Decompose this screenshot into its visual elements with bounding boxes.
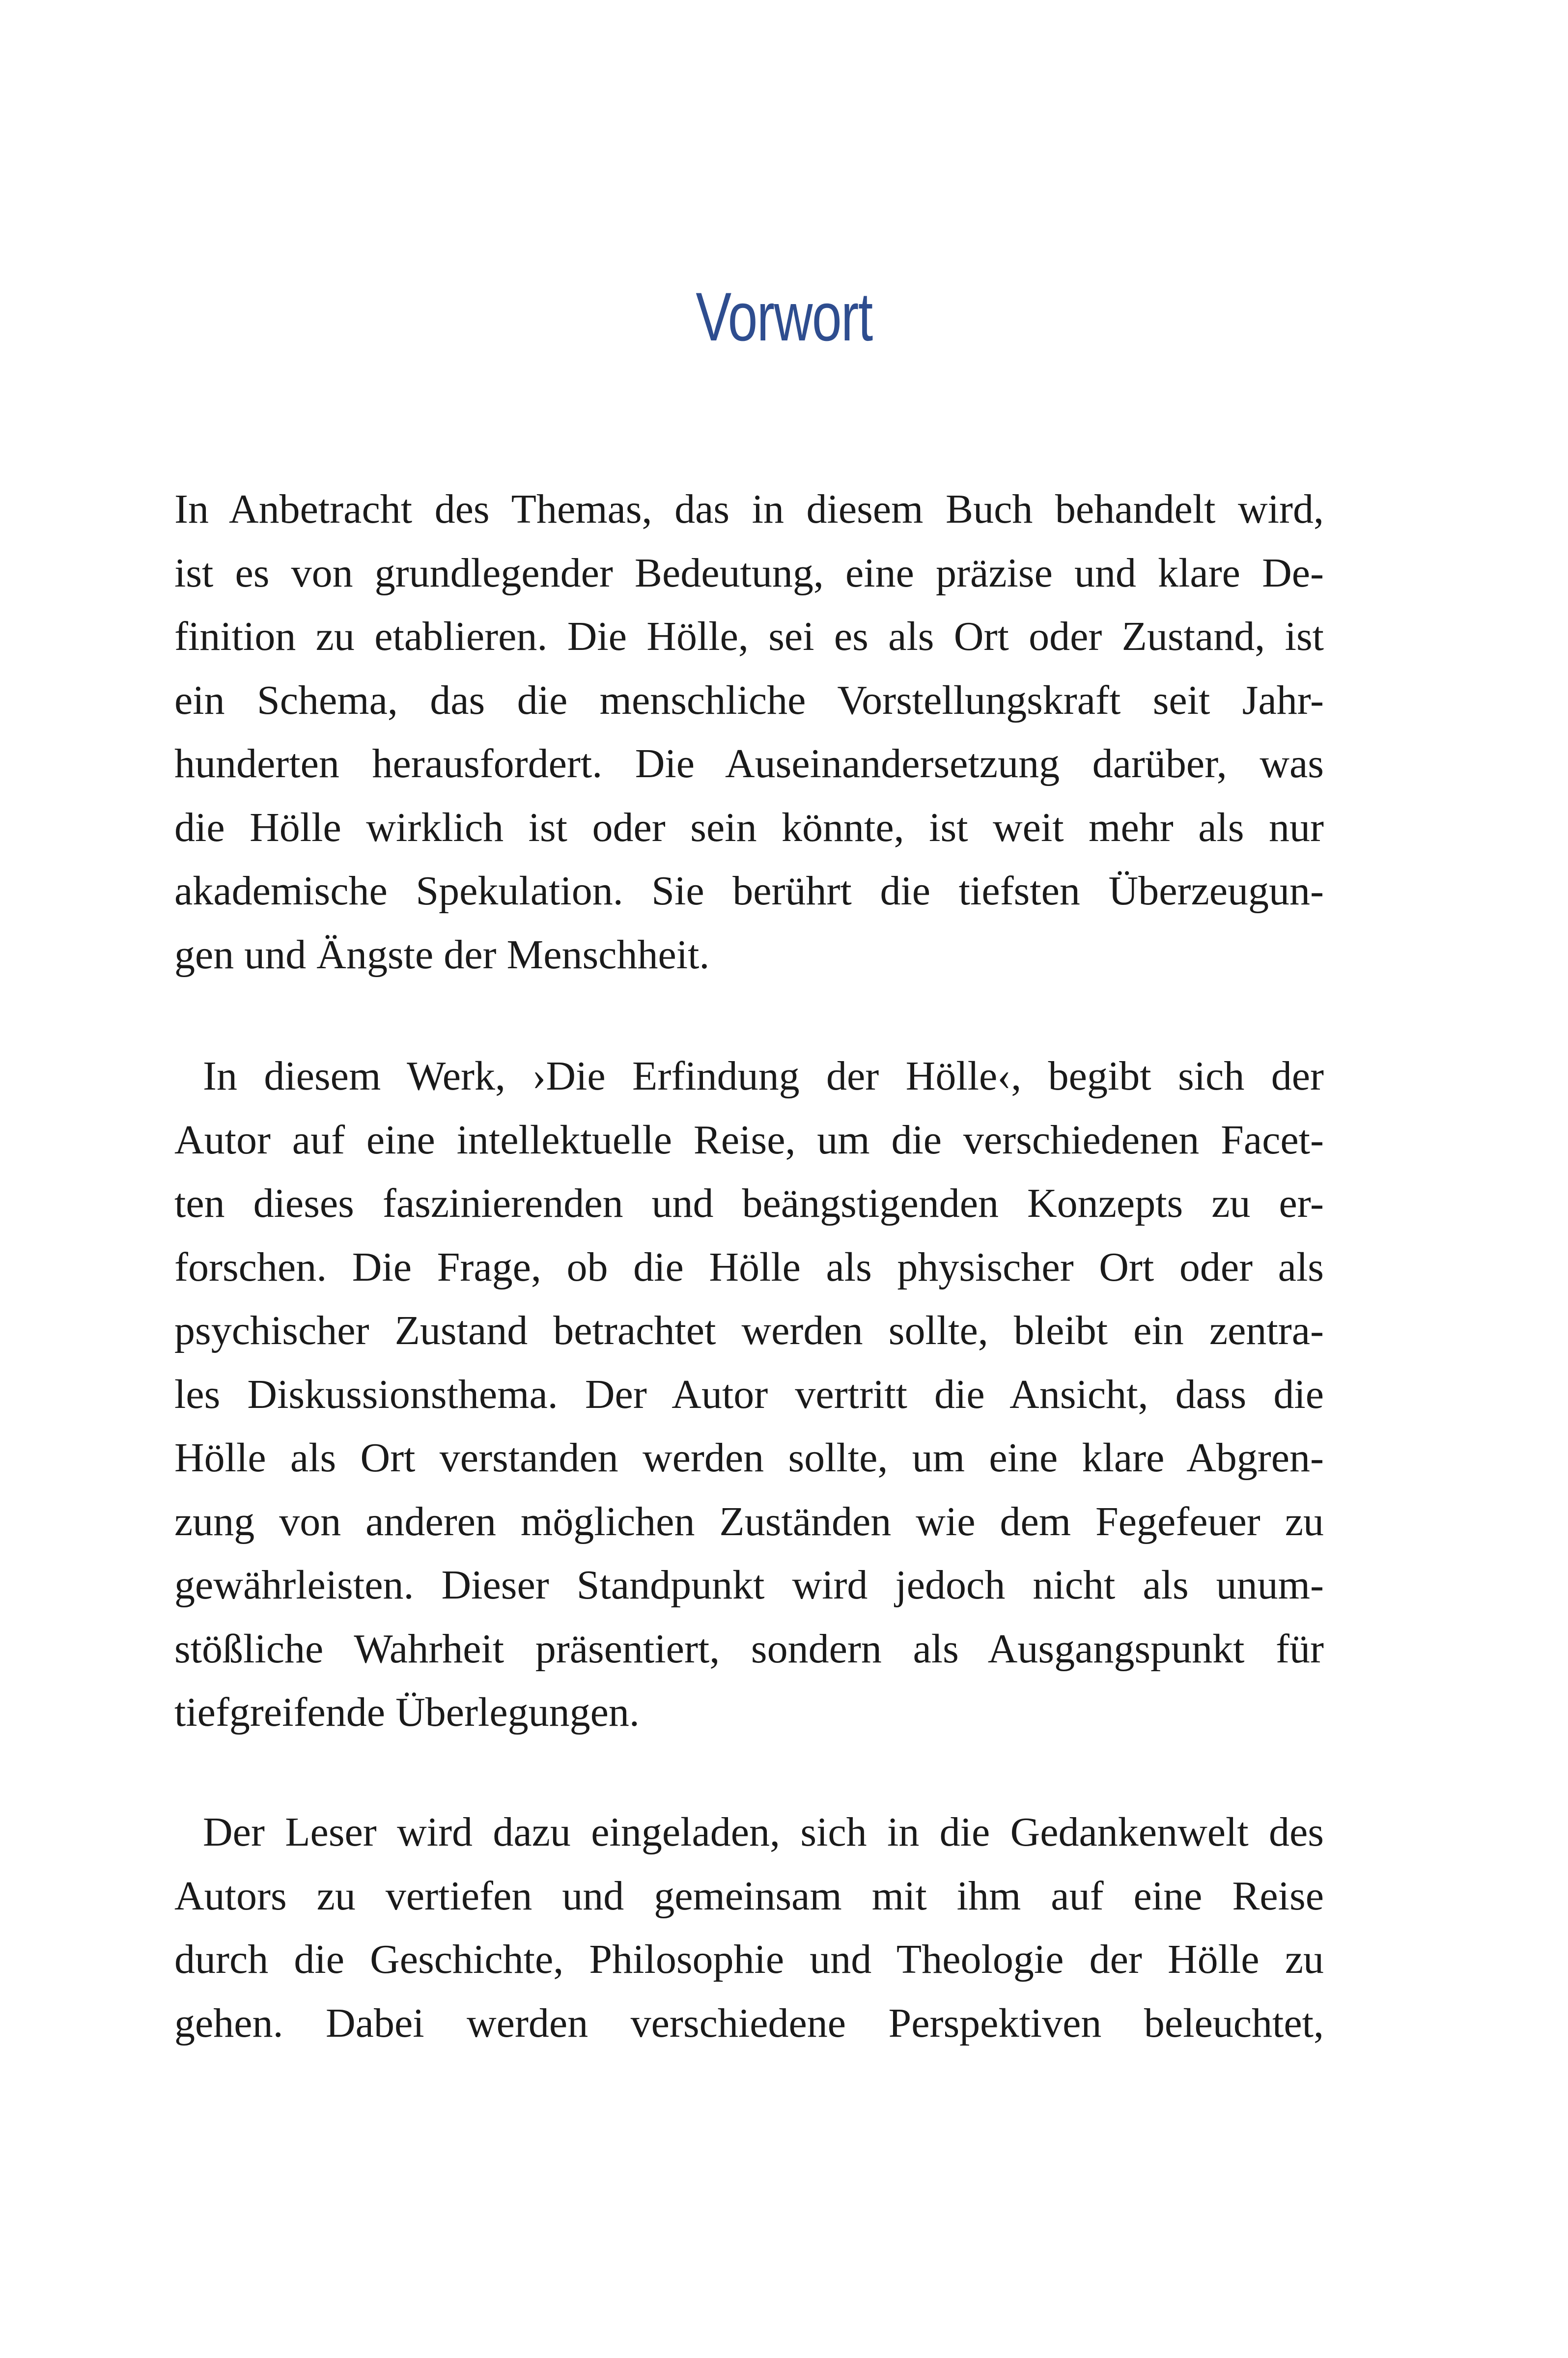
text-line: Autor auf eine intellektuelle Reise, um die verschiedenen Facet- bbox=[174, 1117, 1324, 1163]
text-line: ist es von grundlegender Bedeutung, eine präzise und klare De- bbox=[174, 550, 1324, 596]
text-line: durch die Geschichte, Philosophie und Theologie der Hölle zu bbox=[174, 1937, 1324, 1982]
text-line: gewährleisten. Dieser Standpunkt wird jedoch nicht als unum- bbox=[174, 1562, 1324, 1608]
text-line: les Diskussionsthema. Der Autor vertritt die Ansicht, dass die bbox=[174, 1371, 1324, 1417]
paragraph-1 bbox=[174, 477, 1324, 986]
text-line: hunderten herausfordert. Die Auseinandersetzung darüber, was bbox=[174, 741, 1324, 786]
text-line: tiefgreifende Überlegungen. bbox=[174, 1689, 640, 1735]
text-line: akademische Spekulation. Sie berührt die tiefsten Überzeugun- bbox=[174, 868, 1324, 914]
text-line: stößliche Wahrheit präsentiert, sondern als Ausgangspunkt für bbox=[174, 1626, 1324, 1672]
text-line: ten dieses faszinierenden und beängstigenden Konzepts zu er- bbox=[174, 1180, 1324, 1226]
text-line: In diesem Werk, ›Die Erfindung der Hölle‹, begibt sich der bbox=[203, 1053, 1324, 1099]
text-line: Hölle als Ort verstanden werden sollte, um eine klare Abgren- bbox=[174, 1435, 1324, 1481]
text-line: ein Schema, das die menschliche Vorstellungskraft seit Jahr- bbox=[174, 677, 1324, 723]
text-line: psychischer Zustand betrachtet werden sollte, bleibt ein zentra- bbox=[174, 1308, 1324, 1353]
text-line: gehen. Dabei werden verschiedene Perspektiven beleuchtet, bbox=[174, 2000, 1324, 2046]
paragraph-2 bbox=[174, 1044, 1324, 1744]
text-line: Der Leser wird dazu eingeladen, sich in die Gedankenwelt des bbox=[203, 1809, 1324, 1855]
text-line: zung von anderen möglichen Zuständen wie dem Fegefeuer zu bbox=[174, 1498, 1324, 1544]
text-line: die Hölle wirklich ist oder sein könnte, ist weit mehr als nur bbox=[174, 804, 1324, 850]
text-line: gen und Ängste der Menschheit. bbox=[174, 931, 710, 978]
text-line: finition zu etablieren. Die Hölle, sei es als Ort oder Zustand, ist bbox=[174, 614, 1324, 659]
text-line: forschen. Die Frage, ob die Hölle als physischer Ort oder als bbox=[174, 1244, 1324, 1290]
text-line: In Anbetracht des Themas, das in diesem Buch behandelt wird, bbox=[174, 486, 1324, 532]
paragraph-3 bbox=[174, 1800, 1324, 2055]
chapter-title: Vorwort bbox=[696, 278, 872, 355]
text-line: Autors zu vertiefen und gemeinsam mit ihm auf eine Reise bbox=[174, 1873, 1324, 1919]
